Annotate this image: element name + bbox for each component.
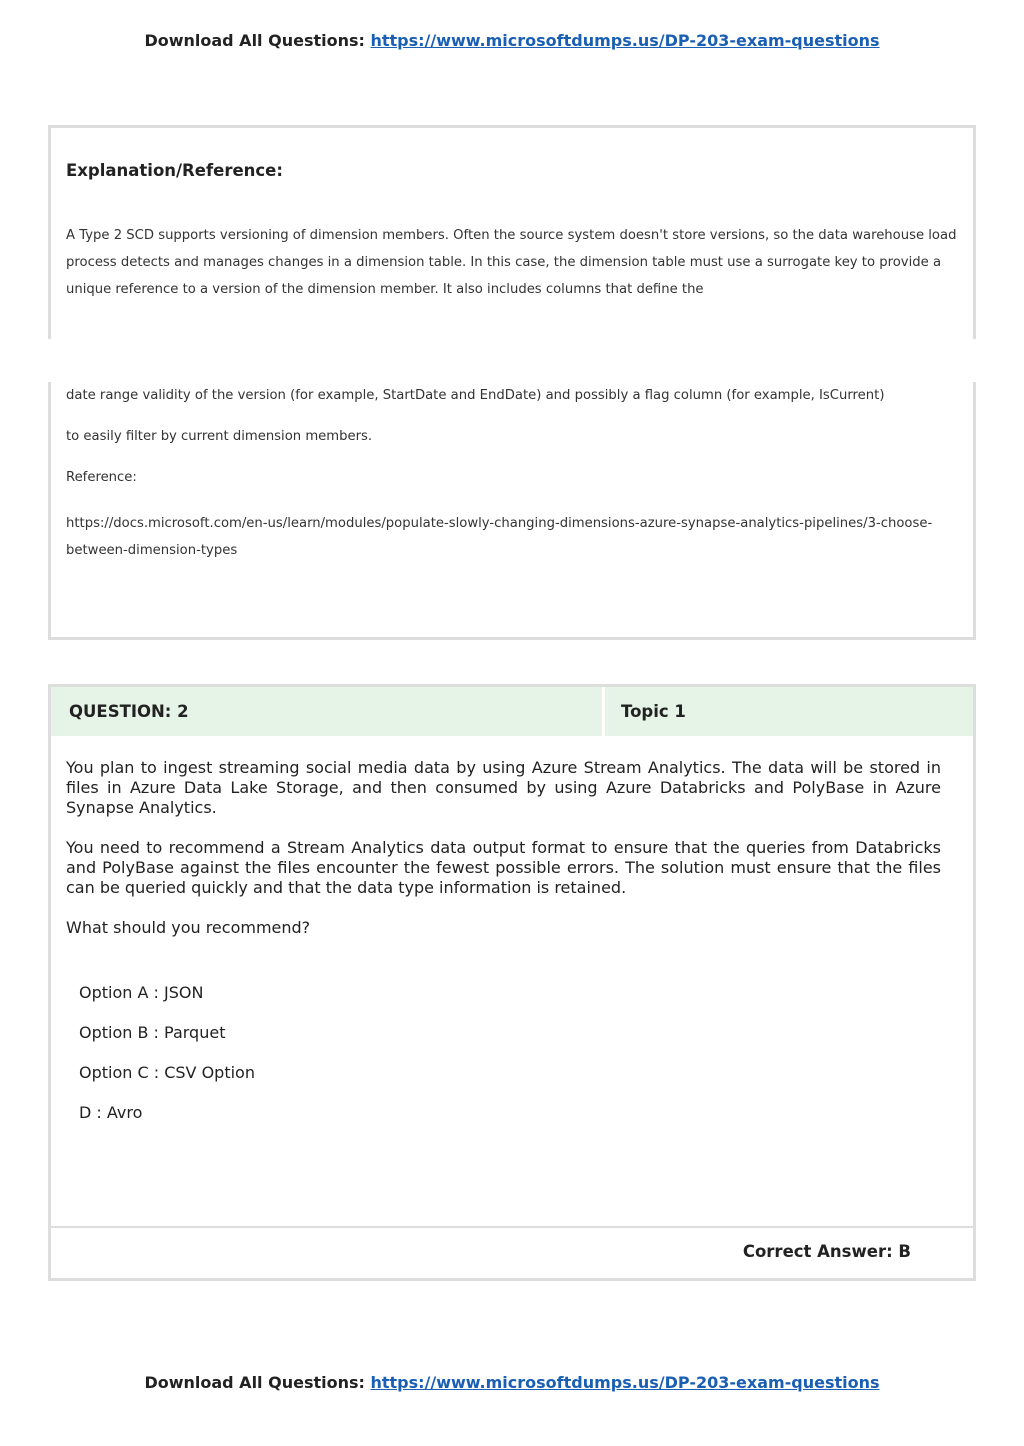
question-topic: Topic 1 <box>605 687 973 736</box>
download-link[interactable]: https://www.microsoftdumps.us/DP-203-exam-questions <box>370 1373 880 1392</box>
question-paragraph: You plan to ingest streaming social media data by using Azure Stream Analytics. The data will be stored in files in Azure Data Lake Storage, and then consumed by using Azure Databricks and PolyBase in Azure Synapse Analytics. <box>66 758 941 817</box>
option-item: Option B : Parquet <box>79 1023 226 1042</box>
question-box <box>48 684 976 1281</box>
question-prompt: What should you recommend? <box>66 918 311 937</box>
option-item: D : Avro <box>79 1103 143 1122</box>
download-label: Download All Questions: <box>144 1373 365 1392</box>
explanation-paragraph: to easily filter by current dimension members. <box>66 429 373 444</box>
explanation-paragraph: date range validity of the version (for example, StartDate and EndDate) and possibly a flag column (for example, IsCurrent) <box>66 388 885 403</box>
correct-answer: Correct Answer: B <box>742 1242 911 1261</box>
option-item: Option A : JSON <box>79 983 204 1002</box>
question-number: QUESTION: 2 <box>51 687 605 736</box>
question-header <box>51 687 973 736</box>
options-list <box>79 983 255 1143</box>
explanation-text-continued-2 <box>66 423 966 450</box>
reference-label: Reference: <box>66 470 137 485</box>
explanation-box <box>48 125 976 339</box>
option-item: Option C : CSV Option <box>79 1063 255 1082</box>
question-body <box>66 758 941 958</box>
explanation-paragraph: A Type 2 SCD supports versioning of dimension members. Often the source system doesn't store versions, so the data warehouse load process detects and manages changes in a dimension table. In this case, the dimension table must use a surrogate key to provide a unique reference to a version of the dimension member. It also includes columns that define the <box>66 228 957 297</box>
question-paragraph: You need to recommend a Stream Analytics data output format to ensure that the queries from Databricks and PolyBase against the files encounter the fewest possible errors. The solution must ensure that the files can be queried quickly and that the data type information is retained. <box>66 838 941 897</box>
reference-block <box>66 464 966 491</box>
download-label: Download All Questions: <box>144 31 365 50</box>
download-bar-bottom <box>0 1373 1024 1392</box>
explanation-text <box>66 222 966 303</box>
explanation-heading: Explanation/Reference: <box>66 161 283 180</box>
reference-url: https://docs.microsoft.com/en-us/learn/modules/populate-slowly-changing-dimensions-azure-synapse-analytics-pipelines/3-choose-between-dimension-types <box>66 516 933 558</box>
download-link[interactable]: https://www.microsoftdumps.us/DP-203-exam-questions <box>370 31 880 50</box>
explanation-text-continued <box>66 382 966 409</box>
answer-row <box>51 1226 973 1278</box>
reference-url-block <box>66 510 966 564</box>
explanation-box-continued <box>48 382 976 640</box>
download-bar-top <box>0 31 1024 50</box>
